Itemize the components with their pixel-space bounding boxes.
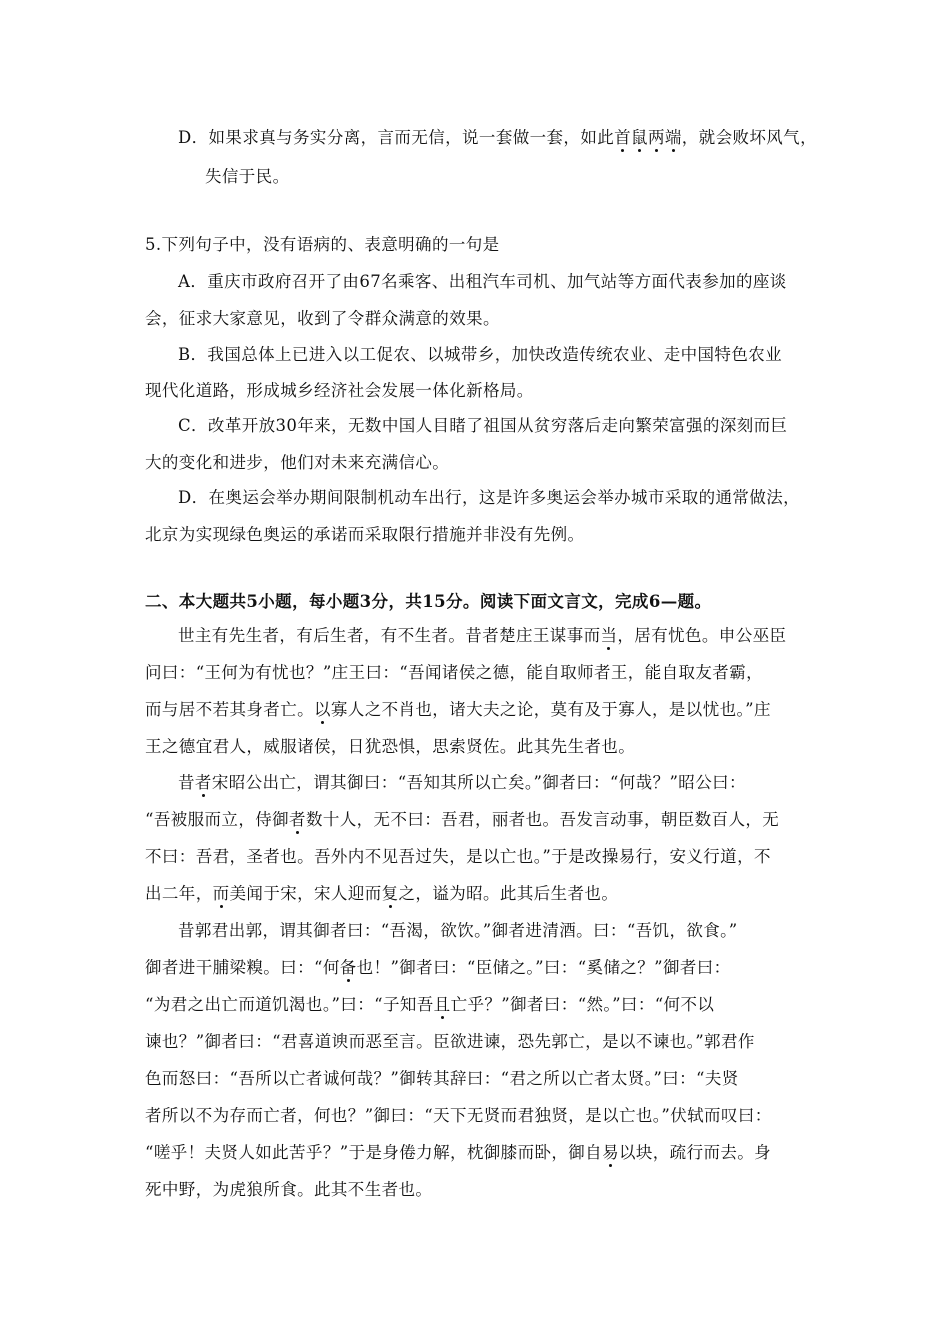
text: 而与居不若其身者亡。 — [145, 700, 314, 719]
passage-p1-line1 — [178, 622, 786, 646]
text: 出二年， — [145, 884, 213, 903]
passage-p3-line8: 死中野，为虎狼所食。此其不生者也。 — [145, 1180, 433, 1199]
q5-option-b-line2: 现代化道路，形成城乡经济社会发展一体化新格局。 — [145, 381, 534, 400]
q4-option-d-line2: 失信于民。 — [205, 167, 290, 186]
passage-p3-line4: 谏也？”御者曰：“君喜道谀而恶至言。臣欲进谏，恐先郭亡，是以不谏也。”郭君作 — [145, 1032, 755, 1051]
text: “吾被服而立，侍御 — [145, 810, 290, 829]
text: 数十人，无不曰：吾君，丽者也。吾发言动事，朝臣数百人，无 — [305, 810, 780, 829]
emphasis-char: 首 — [614, 128, 632, 147]
text: D．如果求真与务实分离，言而无信，说一套做一套，如此 — [178, 128, 615, 147]
text: 亡乎？”御者曰：“然。”曰：“何不以 — [450, 995, 715, 1014]
text: 寡人之不肖也，诸大夫之论，莫有及于寡人，是以忧也。”庄 — [330, 700, 771, 719]
q5-option-b-line1: B．我国总体上已进入以工促农、以城带乡，加快改造传统农业、走中国特色农业 — [178, 345, 783, 364]
passage-p1-line4: 王之德宜君人，威服诸侯，日犹恐惧，思索贤佐。此其先生者也。 — [145, 737, 636, 756]
text: ，就会败坏风气， — [681, 128, 817, 147]
q5-option-d-line2: 北京为实现绿色奥运的承诺而采取限行措施并非没有先例。 — [145, 525, 585, 544]
text: ，居有忧色。申公巫臣 — [617, 626, 787, 645]
emphasis-char: 复 — [381, 884, 399, 903]
passage-p1-line3 — [145, 696, 771, 720]
emphasis-char: 者 — [194, 773, 212, 792]
passage-p3-line6: 者所以不为存而亡者，何也？”御曰：“天下无贤而君独贤，是以亡也。”伏轼而叹曰： — [145, 1106, 772, 1125]
passage-p1-line2: 问曰：“王何为有忧也？”庄王曰：“吾闻诸侯之德，能自取师者王，能自取友者霸， — [145, 663, 764, 682]
q4-option-d-line1 — [178, 124, 817, 148]
q5-option-a-line2: 会，征求大家意见，收到了令群众满意的效果。 — [145, 309, 500, 328]
passage-p3-line1: 昔郭君出郭，谓其御者曰：“吾渴，欲饮。”御者进清酒。曰：“吾饥，欲食。” — [178, 921, 738, 940]
emphasis-char: 者 — [289, 810, 306, 829]
text: 以块，疏行而去。身 — [618, 1143, 772, 1162]
passage-p3-line5: 色而怒曰：“吾所以亡者诚何哉？”御转其辞曰：“君之所以亡者太贤。”曰：“夫贤 — [145, 1069, 739, 1088]
emphasis-char: 且 — [433, 995, 451, 1014]
q5-stem: 5.下列句子中，没有语病的、表意明确的一句是 — [145, 235, 500, 254]
emphasis-char: 易 — [602, 1143, 619, 1162]
emphasis-char: 备 — [339, 958, 357, 977]
emphasis-char: 而 — [212, 884, 230, 903]
passage-p2-line3: 不曰：吾君，圣者也。吾外内不见吾过失，是以亡也。”于是改操易行，安义行道，不 — [145, 847, 771, 866]
text: 宋昭公出亡，谓其御曰：“吾知其所以亡矣。”御者曰：“何哉？”昭公曰： — [211, 773, 746, 792]
q5-option-c-line2: 大的变化和进步，他们对未来充满信心。 — [145, 453, 450, 472]
emphasis-char: 当 — [600, 626, 618, 645]
passage-p3-line3 — [145, 991, 714, 1015]
passage-p2-line2 — [145, 806, 779, 830]
emphasis-char: 端 — [664, 128, 682, 147]
text: “嗟乎！夫贤人如此苦乎？”于是身倦力解，枕御膝而卧，御自 — [145, 1143, 603, 1162]
text: 世主有先生者，有后生者，有不生者。昔者楚庄王谋事而 — [178, 626, 601, 645]
text: 之，谥为昭。此其后生者也。 — [398, 884, 619, 903]
passage-p3-line2 — [145, 954, 731, 978]
q5-option-d-line1: D．在奥运会举办期间限制机动车出行，这是许多奥运会举办城市采取的通常做法， — [178, 488, 801, 507]
emphasis-char: 鼠 — [631, 128, 648, 147]
passage-p2-line4 — [145, 880, 618, 904]
text: 御者进干脯梁糗。曰：“何 — [145, 958, 340, 977]
text: 也！”御者曰：“臣储之。”曰：“奚储之？”御者曰： — [356, 958, 731, 977]
emphasis-char: 以 — [314, 700, 331, 719]
section-heading: 二、本大题共5小题，每小题3分，共15分。阅读下面文言文，完成6—题。 — [145, 592, 712, 611]
text: 昔 — [178, 773, 195, 792]
text: “为君之出亡而道饥渴也。”曰：“子知吾 — [145, 995, 434, 1014]
emphasis-char: 两 — [647, 128, 665, 147]
text: 美闻于宋，宋人迎而 — [229, 884, 382, 903]
passage-p3-line7 — [145, 1139, 771, 1163]
q5-option-c-line1: C．改革开放30年来，无数中国人目睹了祖国从贫穷落后走向繁荣富强的深刻而巨 — [178, 416, 788, 435]
q5-option-a-line1: A．重庆市政府召开了由67名乘客、出租汽车司机、加气站等方面代表参加的座谈 — [178, 272, 787, 291]
passage-p2-line1 — [178, 769, 746, 793]
